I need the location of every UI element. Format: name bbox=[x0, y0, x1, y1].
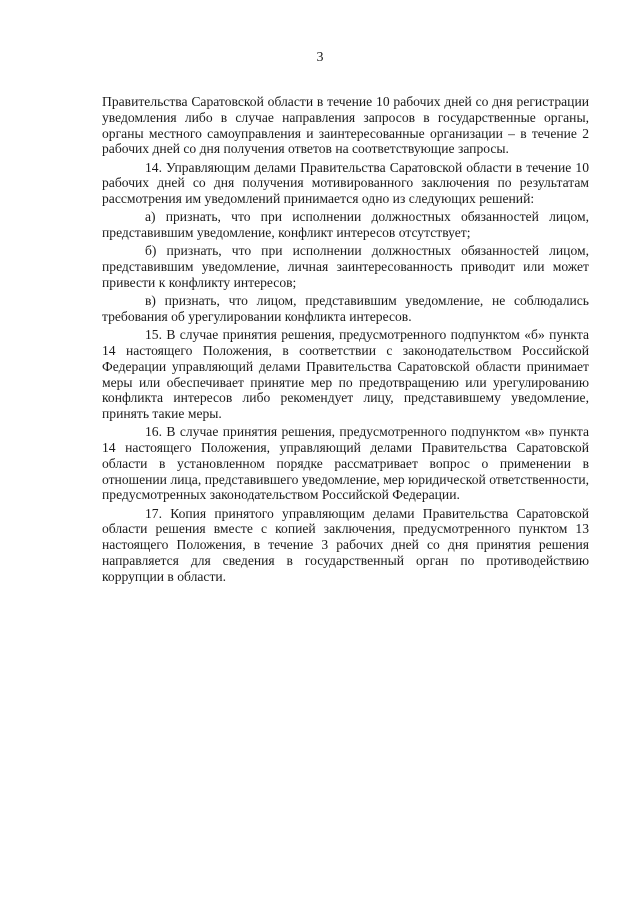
paragraph-17: 17. Копия принятого управляющим делами Правительства Саратовской области решения вместе с копией заключения, предусмотренного пунктом 13 настоящего Положения, в течение 3 рабочих дней со дня принятия решения направляется для сведения в государственный орган по противодействию коррупции в области. bbox=[102, 505, 589, 584]
paragraph-14: 14. Управляющим делами Правительства Саратовской области в течение 10 рабочих дней со дня получения мотивированного заключения по результатам рассмотрения им уведомлений принимается одно из следующих решений: bbox=[102, 159, 589, 207]
paragraph-15: 15. В случае принятия решения, предусмотренного подпунктом «б» пункта 14 настоящего Положения, в соответствии с законодательством Российской Федерации управляющий делами Правительства Саратовской области принимает меры или обеспечивает принятие мер по предотвращению или урегулированию конфликта интересов либо рекомендует лицу, представившему уведомление, принять такие меры. bbox=[102, 327, 589, 422]
paragraph-continuation: Правительства Саратовской области в течение 10 рабочих дней со дня регистрации уведомления либо в случае направления запросов в государственные органы, органы местного самоуправления и заинтересованные организации – в течение 2 рабочих дней со дня получения ответов на соответствующие запросы. bbox=[102, 94, 589, 157]
paragraph-14-a: а) признать, что при исполнении должностных обязанностей лицом, представившим уведомление, конфликт интересов отсутствует; bbox=[102, 209, 589, 241]
paragraph-14-b: б) признать, что при исполнении должностных обязанностей лицом, представившим уведомление, личная заинтересованность приводит или может привести к конфликту интересов; bbox=[102, 243, 589, 290]
paragraph-14-v: в) признать, что лицом, представившим уведомление, не соблюдались требования об урегулировании конфликта интересов. bbox=[102, 293, 589, 324]
paragraph-16: 16. В случае принятия решения, предусмотренного подпунктом «в» пункта 14 настоящего Положения, управляющий делами Правительства Саратовской области в установленном порядке рассматривает вопрос о применении в отношении лица, представившего уведомление, мер юридической ответственности, предусмотренных законодательством Российской Федерации. bbox=[102, 424, 589, 503]
document-body bbox=[102, 94, 589, 587]
page-number: 3 bbox=[316, 50, 324, 65]
